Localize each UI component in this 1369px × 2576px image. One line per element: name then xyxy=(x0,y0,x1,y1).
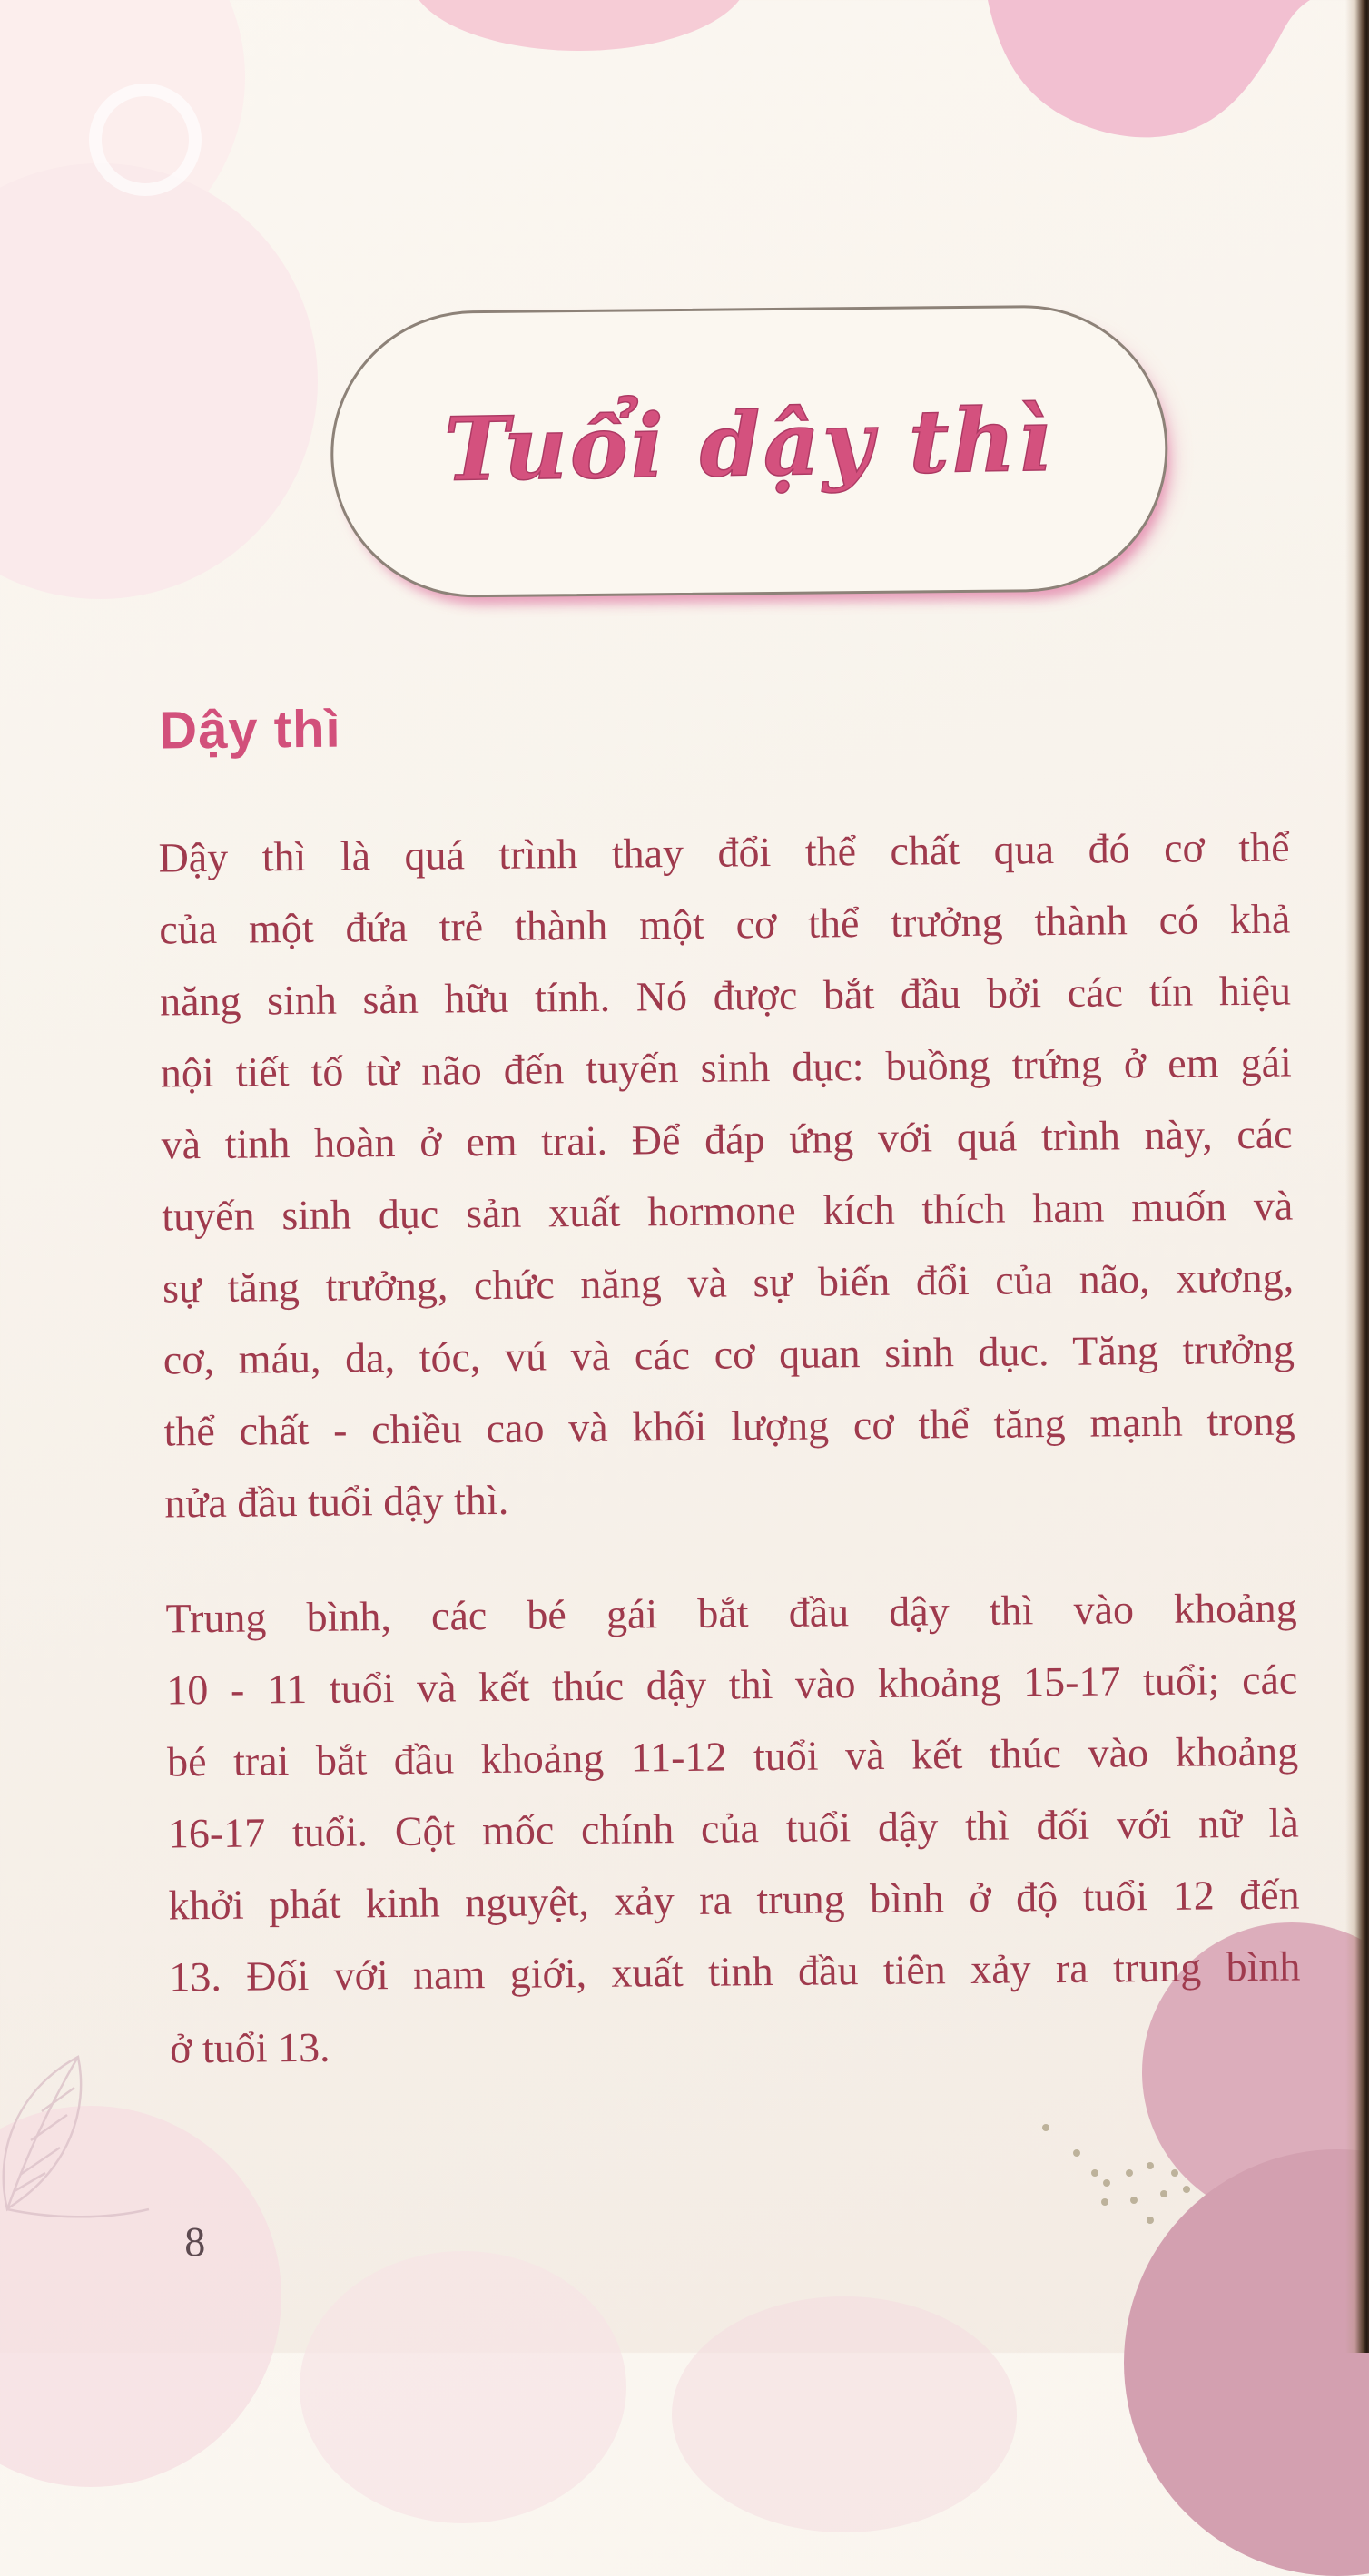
paragraph xyxy=(158,811,1296,1539)
text-line: nội tiết tố từ não đến tuyến sinh dục: buồng trứng ở em gái xyxy=(160,1038,1293,1096)
text-line: năng sinh sản hữu tính. Nó được bắt đầu bởi các tín hiệu xyxy=(159,967,1292,1025)
text-line: Dậy thì là quá trình thay đổi thể chất qua đó cơ thể xyxy=(158,823,1290,881)
text-line: bé trai bắt đầu khoảng 11-12 tuổi và kết thúc vào khoảng xyxy=(166,1727,1299,1785)
page-number: 8 xyxy=(183,2218,206,2266)
text-line: sự tăng trưởng, chức năng và sự biến đổi của não, xương, xyxy=(162,1254,1295,1312)
text-line: khởi phát kinh nguyệt, xảy ra trung bình ở độ tuổi 12 đến xyxy=(168,1871,1300,1929)
text-line: của một đứa trẻ thành một cơ thể trưởng thành có khả xyxy=(159,895,1291,953)
text-line: tuyến sinh dục sản xuất hormone kích thích ham muốn và xyxy=(162,1182,1294,1240)
book-page-edge-shadow xyxy=(1345,0,1369,2353)
title-banner xyxy=(330,304,1169,599)
text-line: Trung bình, các bé gái bắt đầu dậy thì vào khoảng xyxy=(165,1584,1297,1642)
text-line: thể chất - chiều cao và khối lượng cơ thể tăng mạnh trong xyxy=(163,1397,1295,1455)
text-line: 16-17 tuổi. Cột mốc chính của tuổi dậy thì đối với nữ là xyxy=(167,1799,1300,1857)
text-line: 13. Đối với nam giới, xuất tinh đầu tiên xảy ra trung bình xyxy=(169,1942,1301,2001)
text-line: nửa đầu tuổi dậy thì. xyxy=(164,1476,509,1527)
body-text xyxy=(158,811,1302,2129)
text-line: cơ, máu, da, tóc, vú và các cơ quan sinh dục. Tăng trưởng xyxy=(163,1325,1295,1383)
text-line: ở tuổi 13. xyxy=(169,2023,330,2072)
section-heading: Dậy thì xyxy=(158,699,341,761)
page-title: Tuổi dậy thì xyxy=(443,388,1055,501)
text-line: 10 - 11 tuổi và kết thúc dậy thì vào khoảng 15-17 tuổi; các xyxy=(166,1656,1298,1714)
text-line: và tinh hoàn ở em trai. Để đáp ứng với quá trình này, các xyxy=(161,1110,1293,1168)
paragraph xyxy=(165,1572,1301,2085)
